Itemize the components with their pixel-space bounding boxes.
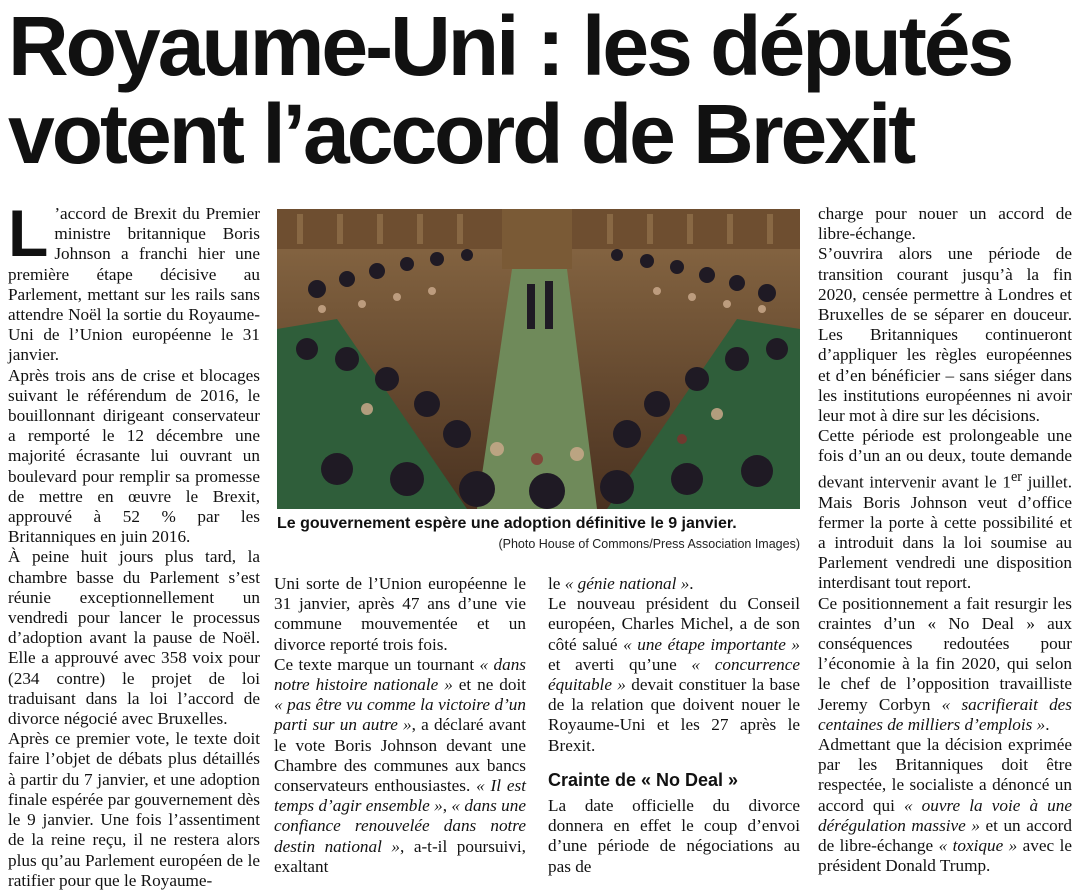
quote: « une étape importante »: [623, 634, 800, 654]
paragraph: [274, 655, 526, 877]
text: Ce positionnement a fait resurgir les craintes d’un « No Deal » aux conséquences redoutées pour l’économie à la fin 2020, qui selon le chef de l’opposition travailliste Jeremy Corbyn: [818, 593, 1072, 714]
text: Le nouveau président du Conseil européen, Charles Michel, a de son côté salué: [548, 594, 800, 654]
paragraph: Après trois ans de crise et blocages suivant le référendum de 2016, le bouillonnant dirigeant conservateur a remporté le 12 décembre une majorité écrasante lui ouvrant un boulevard pour remplir sa promesse de mettre en œuvre le Brexit, approuvé à 52 % par les Britanniques en juin 2016.: [8, 365, 260, 547]
quote: « dans une confiance renouvelée dans notre destin national »: [274, 796, 526, 856]
text: le: [548, 574, 565, 593]
text: devait constituer la base de la relation que doivent nouer le Royaume-Uni et les 27 après le Brexit.: [548, 675, 800, 755]
text: juillet. Mais Boris Johnson veut d’office fermer la porte à cette possibilité et a introduit dans la loi soumise au Parlement vendredi une disposition interdisant tout report.: [818, 472, 1072, 593]
article-column-3: [548, 574, 800, 877]
paragraph: À peine huit jours plus tard, la chambre basse du Parlement s’est réunie exceptionnellement un vendredi pour lancer le processus d’adoption avant la pause de Noël. Elle a approuvé avec 358 voix pour (234 contre) le projet de loi traduisant dans la loi l’accord de divorce négocié avec Bruxelles.: [8, 547, 260, 729]
paragraph: [818, 735, 1072, 876]
drop-cap: L: [8, 196, 49, 270]
text: ,: [442, 796, 452, 816]
quote: « Il est temps d’agir ensemble »: [274, 776, 526, 816]
text: Cette période est prolongeable une fois d’un an ou deux, toute demande devant intervenir avant le 1: [818, 426, 1072, 492]
paragraph-intro: [8, 196, 260, 366]
quote: « pas être vu comme la victoire d’un parti sur un autre »: [274, 695, 526, 735]
photo-caption: Le gouvernement espère une adoption définitive le 9 janvier.: [277, 515, 737, 532]
text: .: [689, 574, 694, 593]
house-of-commons-photo: [277, 209, 800, 509]
paragraph: [548, 574, 800, 594]
text: avec le président Donald Trump.: [818, 836, 1072, 876]
quote: « concurrence équitable »: [548, 654, 800, 695]
text: Admettant que la décision exprimée par les Britanniques doit être respectée, le socialiste a dénoncé un accord qui: [818, 735, 1072, 815]
paragraph: S’ouvrira alors une période de transition courant jusqu’à la fin 2020, censée permettre à Londres et Bruxelles de se séparer en douceur. Les Britanniques continueront d’appliquer les règles européennes et d’en bénéficier – sans siéger dans les institutions européennes ni avoir leur mot à dire sur les décisions.: [818, 244, 1072, 426]
photo-illustration: [277, 209, 800, 509]
photo-credit: (Photo House of Commons/Press Association Images): [498, 537, 800, 551]
paragraph: Après ce premier vote, le texte doit faire l’objet de débats plus détaillés à partir du 7 janvier, et une adoption finale espérée par gouvernement dès le 9 janvier. Une fois l’assentiment de la reine reçu, il ne restera alors plus qu’au Parlement européen de le ratifier pour que le Royaume-: [8, 729, 260, 890]
text: et averti qu’une: [548, 654, 692, 674]
intro-text: ’accord de Brexit du Premier ministre britannique Boris Johnson a franchi hier une première étape décisive au Parlement, mettant sur les rails sans attendre Noël la sortie du Royaume-Uni de l’Union européenne le 31 janvier.: [8, 204, 260, 365]
headline: [8, 0, 1078, 181]
paragraph: charge pour nouer un accord de libre-échange.: [818, 204, 1072, 244]
paragraph: La date officielle du divorce donnera en effet le coup d’envoi d’une période de négociations au pas de: [548, 796, 800, 876]
paragraph: [818, 426, 1072, 593]
text: et un accord de libre-échange: [818, 815, 1072, 856]
text: , a-t-il poursuivi, exaltant: [274, 836, 526, 876]
quote: « génie national »: [564, 574, 690, 593]
text: et ne doit: [452, 675, 526, 695]
quote: « sacrifierait des centaines de milliers d’emplois »: [818, 694, 1072, 734]
paragraph: [818, 594, 1072, 735]
quote: « ouvre la voie à une dérégulation massive »: [818, 795, 1073, 835]
article-column-4: [818, 204, 1072, 876]
headline-line-2: votent l’accord de Brexit: [8, 87, 914, 181]
quote: « toxique »: [938, 836, 1018, 856]
paragraph: Uni sorte de l’Union européenne le 31 janvier, après 47 ans d’une vie commune mouvementée et un divorce reporté trois fois.: [274, 574, 526, 654]
quote: « dans notre histoire nationale »: [274, 654, 526, 695]
text: Ce texte marque un tournant: [274, 654, 480, 674]
subheading: Crainte de « No Deal »: [548, 769, 739, 790]
text: , a déclaré avant le vote Boris Johnson devant une Chambre des communes aux bancs conservateurs enthousiastes.: [274, 715, 526, 796]
headline-line-1: Royaume-Uni : les députés: [8, 0, 1012, 93]
article-column-1: [8, 196, 260, 891]
superscript: er: [1010, 468, 1023, 485]
paragraph: [548, 594, 800, 756]
text: .: [1045, 714, 1050, 734]
article-column-2: [274, 574, 526, 877]
